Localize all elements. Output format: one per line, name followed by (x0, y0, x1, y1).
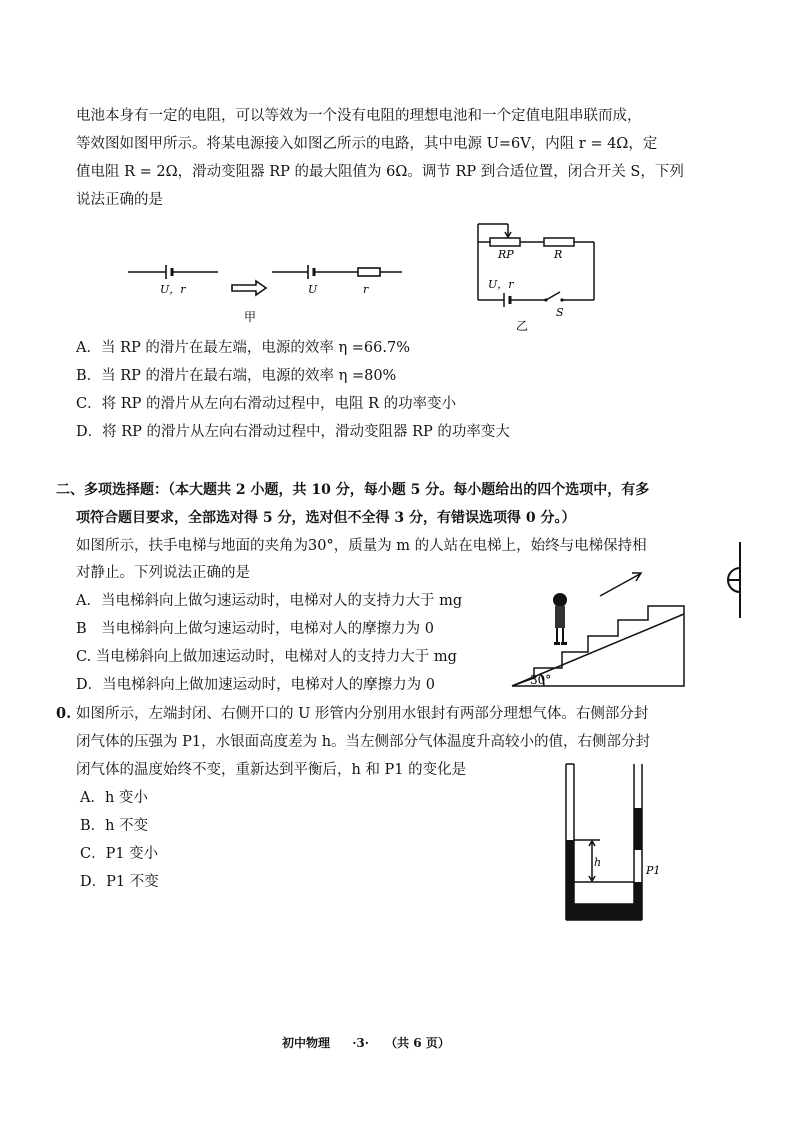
label-h: h (594, 856, 602, 869)
footer-subject: 初中物理 (282, 1036, 331, 1050)
q2-option-d[interactable]: D．当电梯斜向上做加速运动时，电梯对人的摩擦力为 0 (76, 677, 435, 693)
binding-margin-mark (720, 540, 760, 620)
q1-line-1: 电池本身有一定的电阻，可以等效为一个没有电阻的理想电池和一个定值电阻串联而成， (76, 108, 642, 124)
figure-jia (120, 255, 410, 325)
figure-u-tube (556, 762, 668, 926)
label-p1: P1 (646, 864, 661, 877)
jia-label-r: r (363, 283, 369, 296)
q3-option-c[interactable]: C．P1 变小 (80, 846, 159, 862)
q3-line-3: 闭气体的温度始终不变，重新达到平衡后，h 和 P1 的变化是 (76, 762, 467, 778)
q1-line-2: 等效图如图甲所示。将某电源接入如图乙所示的电路，其中电源 U=6V，内阻 r = 4Ω，定 (76, 136, 658, 152)
yi-label-rp: RP (498, 248, 514, 261)
section-2-line-1: 二、多项选择题：（本大题共 2 小题，共 10 分，每小题 5 分。每小题给出的四个选项中，有多 (56, 482, 650, 498)
yi-label-r: R (554, 248, 563, 261)
q3-line-2: 闭气体的压强为 P1，水银面高度差为 h。当左侧部分气体温度升高较小的值，右侧部分封 (76, 734, 651, 750)
q1-line-3: 值电阻 R = 2Ω，滑动变阻器 RP 的最大阻值为 6Ω。调节 RP 到合适位置，闭合开关 S，下列 (76, 164, 684, 180)
yi-label-switch: S (556, 306, 564, 319)
q2-option-b[interactable]: B 当电梯斜向上做匀速运动时，电梯对人的摩擦力为 0 (76, 621, 434, 637)
q3-option-a[interactable]: A．h 变小 (80, 790, 148, 806)
q1-option-d[interactable]: D．将 RP 的滑片从左向右滑动过程中，滑动变阻器 RP 的功率变大 (76, 424, 510, 440)
q2-option-c[interactable]: C. 当电梯斜向上做加速运动时，电梯对人的支持力大于 mg (76, 649, 457, 665)
angle-label: 30° (530, 673, 552, 687)
q3-option-b[interactable]: B．h 不变 (80, 818, 149, 834)
q3-number: 0. (56, 705, 72, 722)
yi-label-source: U，r (488, 278, 514, 291)
section-2-line-2: 项符合题目要求，全部选对得 5 分，选对但不全得 3 分，有错误选项得 0 分。） (76, 510, 576, 526)
q2-option-a[interactable]: A．当电梯斜向上做匀速运动时，电梯对人的支持力大于 mg (76, 593, 463, 609)
q1-option-b[interactable]: B．当 RP 的滑片在最右端，电源的效率 η =80% (76, 368, 397, 384)
person-icon (553, 593, 567, 645)
footer (282, 1034, 450, 1051)
figure-yi (470, 218, 610, 336)
jia-label-u: U (308, 283, 318, 296)
footer-page-number: ·3· (352, 1036, 369, 1050)
yi-caption: 乙 (516, 319, 529, 333)
jia-label-ur: U，r (160, 283, 186, 296)
footer-total-pages: （共 6 页） (385, 1036, 450, 1050)
q3-option-d[interactable]: D．P1 不变 (80, 874, 159, 890)
q2-line-1: 如图所示，扶手电梯与地面的夹角为30°，质量为 m 的人站在电梯上，始终与电梯保持相 (76, 538, 647, 554)
q1-option-c[interactable]: C．将 RP 的滑片从左向右滑动过程中，电阻 R 的功率变小 (76, 396, 457, 412)
figure-escalator (508, 560, 692, 692)
q1-line-4: 说法正确的是 (76, 192, 163, 208)
q1-option-a[interactable]: A．当 RP 的滑片在最左端，电源的效率 η =66.7% (76, 340, 410, 356)
q3-line-1: 如图所示，左端封闭、右侧开口的 U 形管内分别用水银封有两部分理想气体。右侧部分封 (76, 706, 649, 722)
jia-caption: 甲 (244, 310, 257, 324)
q2-line-2: 对静止。下列说法正确的是 (76, 565, 250, 581)
